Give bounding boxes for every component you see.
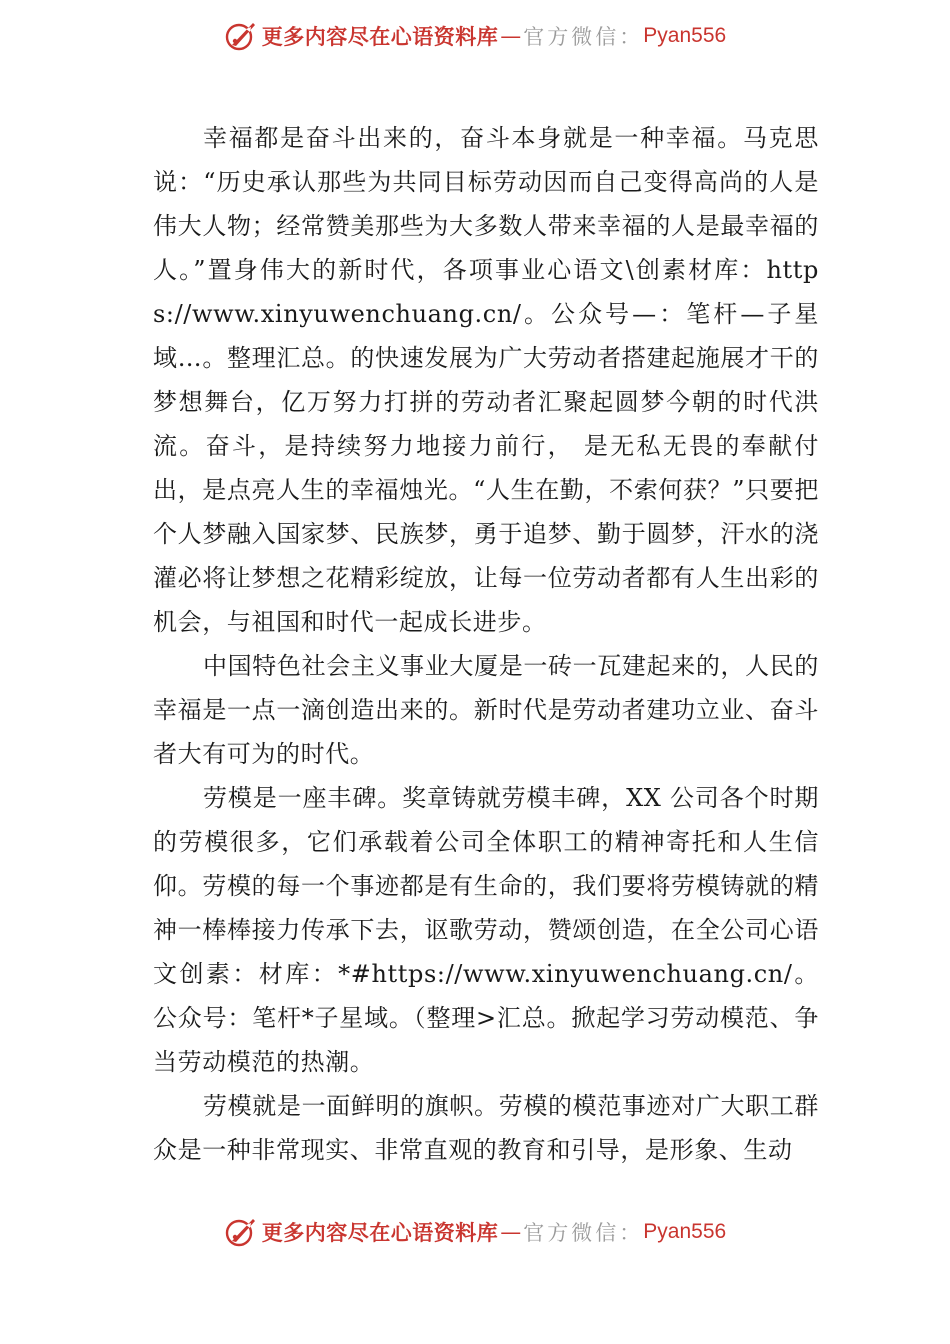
footer-separator: — [500, 1220, 522, 1244]
document-body [153, 116, 819, 1172]
header-separator: — [500, 24, 522, 48]
footer-slogan: 更多内容尽在心语资料库 [261, 1220, 499, 1245]
paragraph-3: 劳模是一座丰碑。奖章铸就劳模丰碑，XX 公司各个时期的劳模很多，它们承载着公司全体职工的精神寄托和人生信仰。劳模的每一个事迹都是有生命的，我们要将劳模铸就的精神一棒棒接力传承下去，讴歌劳动，赞颂创造，在全公司心语文创素：材库：*#https://www.xinyuwenchuang.cn/。公众号：笔杆*子星域。（整理>汇总。掀起学习劳动模范、争当劳动模范的热潮。 [153, 784, 819, 1076]
header-wechat-id: Pyan556 [643, 24, 727, 47]
paragraph-2: 中国特色社会主义事业大厦是一砖一瓦建起来的，人民的幸福是一点一滴创造出来的。新时代是劳动者建功立业、奋斗者大有可为的时代。 [153, 652, 819, 768]
header-slogan: 更多内容尽在心语资料库 [261, 24, 499, 49]
footer-wechat-id: Pyan556 [643, 1220, 727, 1243]
footer-banner [0, 1212, 950, 1252]
paragraph-4: 劳模就是一面鲜明的旗帜。劳模的模范事迹对广大职工群众是一种非常现实、非常直观的教育和引导，是形象、生动 [153, 1092, 819, 1164]
paragraph-1: 幸福都是奋斗出来的，奋斗本身就是一种幸福。马克思说：“历史承认那些为共同目标劳动因而自己变得高尚的人是伟大人物；经常赞美那些为大多数人带来幸福的人是最幸福的人。”置身伟大的新时代，各项事业心语文\创素材库：https://www.xinyuwenchuang.cn/。公众号—：笔杆—子星域…。整理汇总。的快速发展为广大劳动者搭建起施展才干的梦想舞台，亿万努力打拼的劳动者汇聚起圆梦今朝的时代洪流。奋斗，是持续努力地接力前行， 是无私无畏的奉献付出，是点亮人生的幸福烛光。“人生在勤，不索何获？”只要把个人梦融入国家梦、民族梦，勇于追梦、勤于圆梦，汗水的浇灌必将让梦想之花精彩绽放，让每一位劳动者都有人生出彩的机会，与祖国和时代一起成长进步。 [153, 124, 819, 636]
header-banner [0, 16, 950, 56]
header-wechat-label: 官方微信： [523, 25, 644, 49]
footer-wechat-label: 官方微信： [523, 1221, 644, 1245]
quill-pen-logo-icon [224, 1215, 258, 1249]
quill-pen-logo-icon [224, 19, 258, 53]
